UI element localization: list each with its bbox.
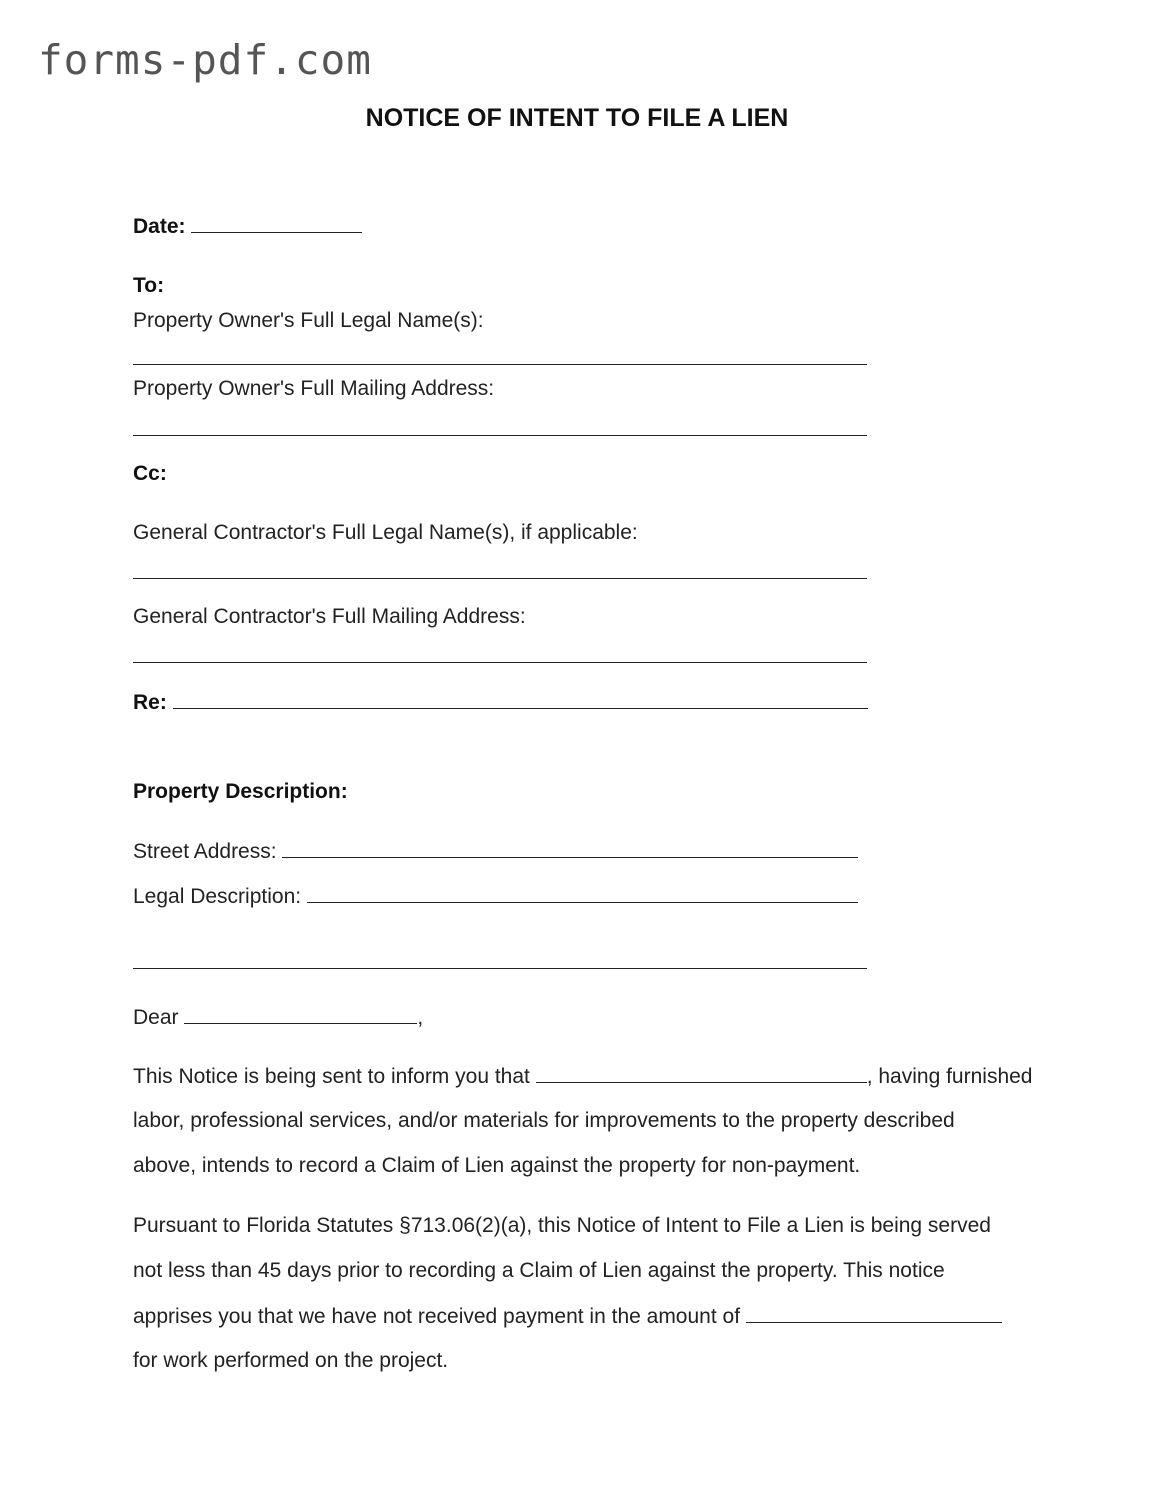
legal-description-field[interactable] (307, 882, 858, 903)
claimant-name-field[interactable] (536, 1062, 867, 1083)
re-field[interactable] (173, 688, 868, 709)
dear-comma: , (417, 1006, 424, 1029)
para2-line4: for work performed on the project. (133, 1349, 449, 1372)
property-description-label: Property Description: (133, 780, 348, 803)
recipient-name-field[interactable] (184, 1003, 417, 1024)
salutation-row (133, 1003, 423, 1032)
para2-line2: not less than 45 days prior to recording a Claim of Lien against the property. This notice (133, 1259, 945, 1282)
re-label: Re: (133, 691, 167, 714)
owner-name-label: Property Owner's Full Legal Name(s): (133, 309, 484, 332)
para1-text-after: , having furnished (866, 1065, 1033, 1088)
to-label: To: (133, 274, 165, 297)
legal-description-field-2[interactable] (133, 968, 867, 969)
para1-line3: above, intends to record a Claim of Lien against the property for non-payment. (133, 1154, 861, 1177)
contractor-name-label: General Contractor's Full Legal Name(s), if applicable: (133, 521, 638, 544)
contractor-address-field[interactable] (133, 662, 867, 663)
legal-description-row (133, 882, 858, 911)
owner-address-field[interactable] (133, 435, 867, 436)
document-title: NOTICE OF INTENT TO FILE A LIEN (365, 104, 789, 132)
street-address-field[interactable] (282, 837, 858, 858)
date-label: Date: (133, 215, 186, 238)
cc-label: Cc: (133, 462, 167, 485)
legal-description-label: Legal Description: (133, 885, 302, 908)
watermark-logo: forms-pdf.com (38, 36, 372, 84)
date-row (133, 212, 362, 241)
para2-line3 (133, 1302, 1002, 1331)
contractor-name-field[interactable] (133, 578, 867, 579)
para1-text-before: This Notice is being sent to inform you that (133, 1065, 530, 1088)
para1-line2: labor, professional services, and/or materials for improvements to the property described (133, 1109, 955, 1132)
contractor-address-label: General Contractor's Full Mailing Address: (133, 605, 526, 628)
dear-label: Dear (133, 1006, 179, 1029)
para2-line1: Pursuant to Florida Statutes §713.06(2)(a), this Notice of Intent to File a Lien is being served (133, 1214, 991, 1237)
amount-field[interactable] (746, 1302, 1002, 1323)
owner-name-field[interactable] (133, 364, 867, 365)
para2-text-before: apprises you that we have not received payment in the amount of (133, 1305, 741, 1328)
owner-address-label: Property Owner's Full Mailing Address: (133, 377, 495, 400)
street-address-row (133, 837, 858, 866)
street-address-label: Street Address: (133, 840, 277, 863)
re-row (133, 688, 868, 717)
para1-line1 (133, 1062, 1032, 1091)
date-field[interactable] (191, 212, 362, 233)
